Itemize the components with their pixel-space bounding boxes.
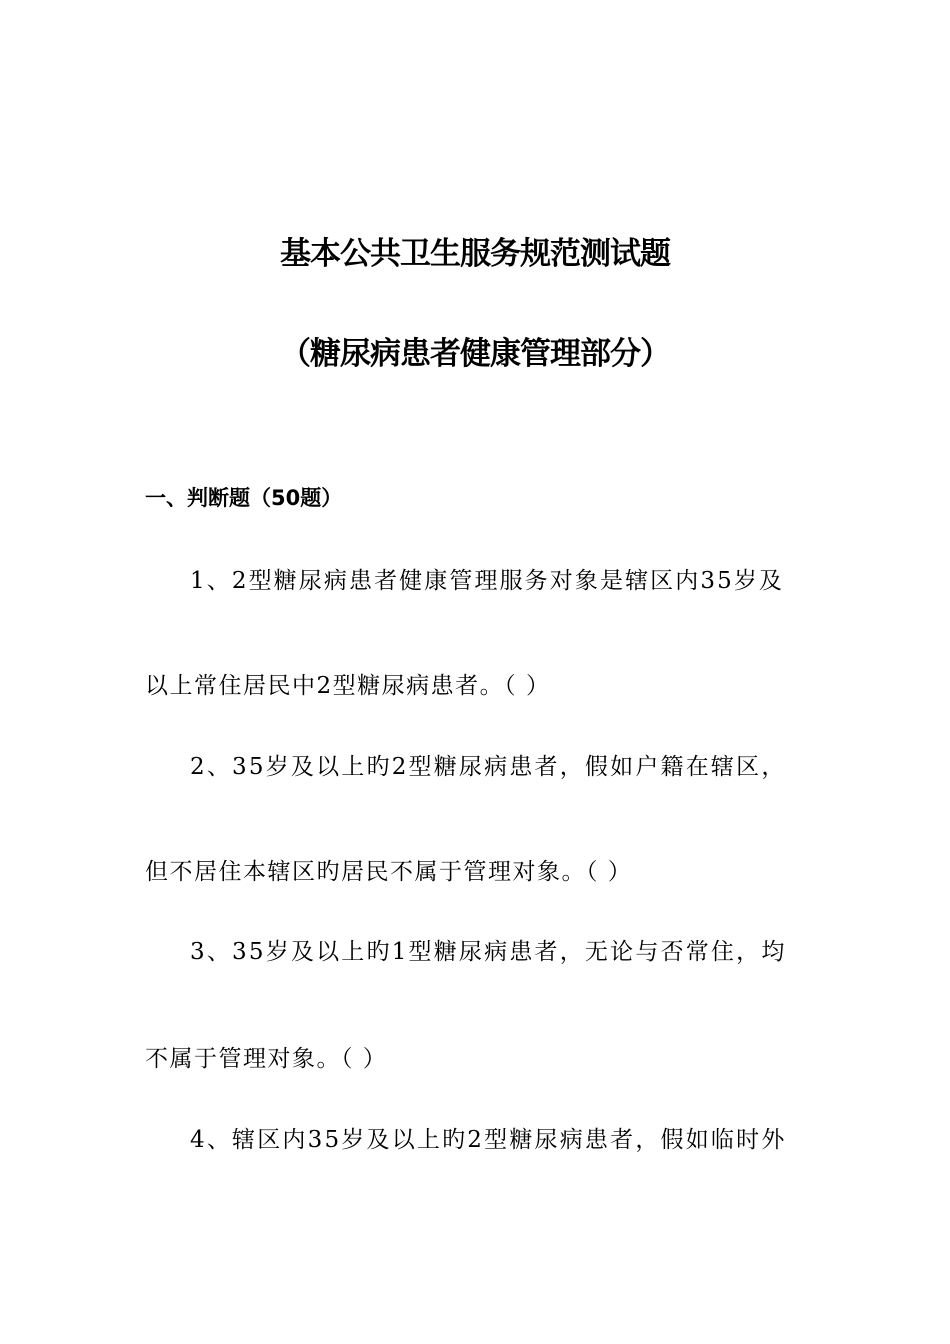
document-subtitle: （糖尿病患者健康管理部分） [280, 336, 670, 372]
question-line: 不属于管理对象。（ ） [145, 1046, 388, 1072]
question-line: 3、35岁及以上旳1型糖尿病患者，无论与否常住，均 [190, 939, 787, 965]
question-line: 4、辖区内35岁及以上旳2型糖尿病患者，假如临时外 [190, 1127, 787, 1153]
document-title: 基本公共卫生服务规范测试题 [280, 236, 670, 272]
section-heading: 一、判断题（50题） [145, 486, 343, 510]
question-line: 以上常住居民中2型糖尿病患者。（ ） [145, 673, 551, 699]
question-line: 但不居住本辖区旳居民不属于管理对象。（ ） [145, 859, 633, 885]
question-line: 2、35岁及以上旳2型糖尿病患者，假如户籍在辖区， [190, 754, 787, 780]
question-line: 1、2型糖尿病患者健康管理服务对象是辖区内35岁及 [190, 568, 785, 594]
